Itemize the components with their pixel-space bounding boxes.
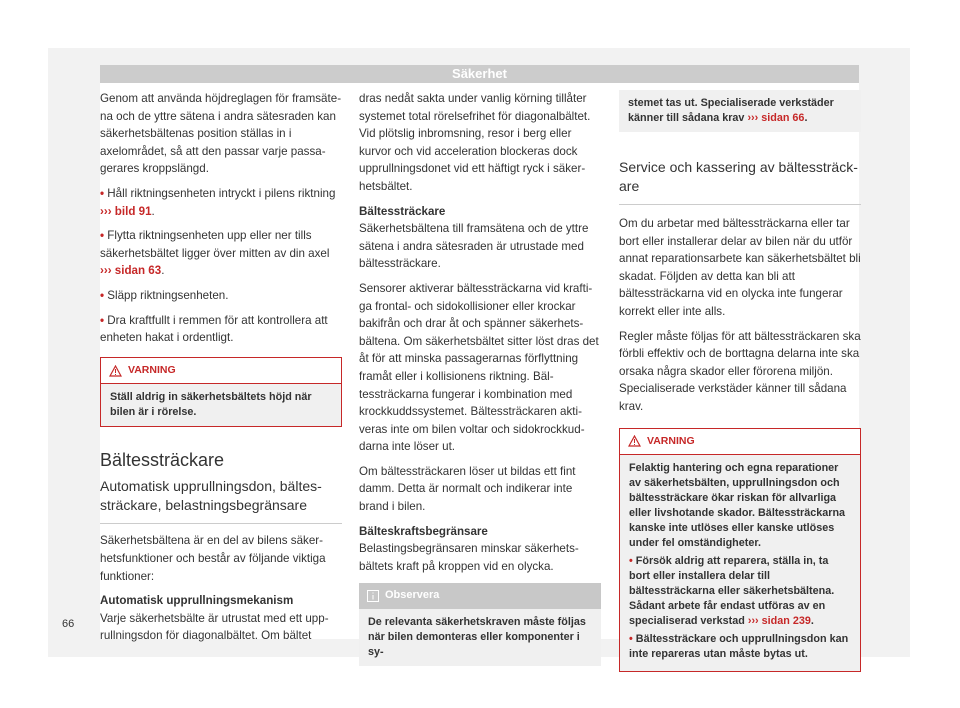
- warning-text: Felaktig hantering och egna reparationer av säkerhetsbälten, upprullningsdon och bältessträckare ökar riskan för allvarliga eller livshotande skador. Bältessträckarna kanske inte utlöses eller kanske utlöses under fel omständigheter. • Försök aldrig att reparera, ställa in, ta bort eller installera delar till bältessträckarna eller säkerhetsbältena. Sådant arbete får endast utföras av en specialiserad verkstad ››› sidan 239. • Bältessträckare och upprullningsdon kan inte repareras utan måste bytas ut.: [620, 455, 860, 671]
- page-link[interactable]: ››› sidan 66: [747, 112, 805, 124]
- column-3: [619, 90, 861, 672]
- warning-header: VARNING: [620, 429, 860, 456]
- paragraph: Regler måste följas för att bältessträckaren ska förbli effektiv och de borttagna delarna inte ska orsaka några skador eller förorena miljön. Specialiserade verkstäder känner till sådana krav.: [619, 329, 861, 413]
- note-header: Observera: [359, 583, 601, 609]
- bullet-item: • Släpp riktningsenheten.: [100, 288, 229, 302]
- subsection-title: Automatisk upprullningsdon, bältessträckare, belastningsbegränsare: [100, 477, 342, 524]
- paragraph: Säkerhetsbältena är en del av bilens säkerhetsfunktioner och består av följande viktiga funktioner:: [100, 534, 326, 583]
- bullet-item: • Flytta riktningsenheten upp eller ner tills säkerhetsbältet ligger över mitten av din axel ››› sidan 63.: [100, 229, 330, 278]
- column-1: [100, 90, 342, 652]
- bullet-icon: •: [629, 633, 633, 646]
- paragraph: Om bältessträckaren löser ut bildas ett fint damm. Detta är normalt och indikerar inte brand i bilen.: [359, 464, 576, 514]
- warning-triangle-icon: [109, 365, 122, 377]
- warning-header: VARNING: [101, 358, 341, 385]
- page-link[interactable]: ››› sidan 63: [100, 264, 162, 278]
- bullet-icon: •: [100, 186, 105, 200]
- warning-triangle-icon: [628, 435, 641, 447]
- bullet-item: • Försök aldrig att reparera, ställa in, ta bort eller installera delar till bältessträckarna eller säkerhetsbältena. Sådant arbete får endast utföras av en specialiserad verkstad ››› sidan 239.: [629, 555, 835, 628]
- note-continuation: stemet tas ut. Specialiserade verkstäder känner till sådana krav ››› sidan 66.: [619, 90, 861, 132]
- warning-box: [619, 428, 861, 673]
- paragraph: Sensorer aktiverar bältessträckarna vid kraftiga frontal- och sidokollisioner eller krockar bakifrån och drar åt och spänner säkerhetsbältena. Om säkerhetsbältet sitter löst dras det åt för att minska passagerarnas förflyttning framåt eller i kollisionens riktning. Bältessträckarna fungerar i kombination med krockkuddssystemet. Bältessträckaren aktiveras inte om bilen voltar och sidokrockkuddarna inte löser ut.: [359, 281, 599, 454]
- note-text: De relevanta säkerhetskraven måste följas när bilen demonteras eller komponenter i sy-: [359, 609, 601, 666]
- page-link[interactable]: ››› sidan 239: [747, 615, 811, 628]
- bullet-item: • Håll riktningsenheten intryckt i pilens riktning ››› bild 91.: [100, 186, 336, 218]
- paragraph: Om du arbetar med bältessträckarna eller tar bort eller installerar delar av bilen när du utför annat reparationsarbete kan säkerhetsbältet bli skadat. Följden av detta kan bli att bältessträckarna vid en olycka inte fungerar korrekt eller inte alls.: [619, 217, 861, 318]
- paragraph-heading: Bälteskraftsbegränsare: [359, 524, 488, 538]
- paragraph: Belastingsbegränsaren minskar säkerhetsbältets kraft på kroppen vid en olycka.: [359, 542, 579, 573]
- bullet-item: • Dra kraftfullt i remmen för att kontrollera att enheten hakat i ordentligt.: [100, 313, 328, 345]
- bullet-icon: •: [100, 313, 105, 327]
- section-title: Bältessträckare: [100, 450, 225, 471]
- bullet-icon: •: [100, 229, 105, 243]
- page-number: 66: [62, 618, 75, 630]
- paragraph: dras nedåt sakta under vanlig körning tillåter systemet total rörelsefrihet för diagonalbältet. Vid plötslig inbromsning, resor i berg eller kurvor och vid acceleration blockeras dock upprullningsdonet vid ett häftigt ryck i säkerhetsbältet.: [359, 92, 591, 193]
- bullet-icon: •: [100, 288, 105, 302]
- bullet-item: • Bältessträckare och upprullningsdon kan inte repareras utan måste bytas ut.: [629, 633, 849, 661]
- paragraph-heading: Bältessträckare: [359, 204, 446, 218]
- column-2: [359, 90, 601, 666]
- paragraph: Varje säkerhetsbälte är utrustat med ett upprullningsdon för diagonalbältet. Om bältet: [100, 611, 329, 643]
- figure-link[interactable]: ››› bild 91: [100, 204, 152, 218]
- page-header: Säkerhet: [100, 65, 859, 83]
- paragraph-heading: Automatisk upprullningsmekanism: [100, 594, 294, 608]
- bullet-icon: •: [629, 555, 633, 568]
- section-title: Service och kassering av bältessträckare: [619, 158, 861, 205]
- note-box: [359, 583, 601, 666]
- paragraph: Säkerhetsbältena till framsätena och de yttre sätena i andra sätesraden är utrustade med bältessträckare.: [359, 222, 589, 271]
- info-icon: [367, 590, 379, 602]
- warning-box: [100, 357, 342, 428]
- intro-paragraph: Genom att använda höjdreglagen för framsätena och de yttre sätena i andra sätesraden kan säkerhetsbältenas position ställas in i axelområdet, så att den passar varje passagerares kroppslängd.: [100, 92, 342, 176]
- warning-text: Ställ aldrig in säkerhetsbältets höjd när bilen är i rörelse.: [101, 384, 341, 426]
